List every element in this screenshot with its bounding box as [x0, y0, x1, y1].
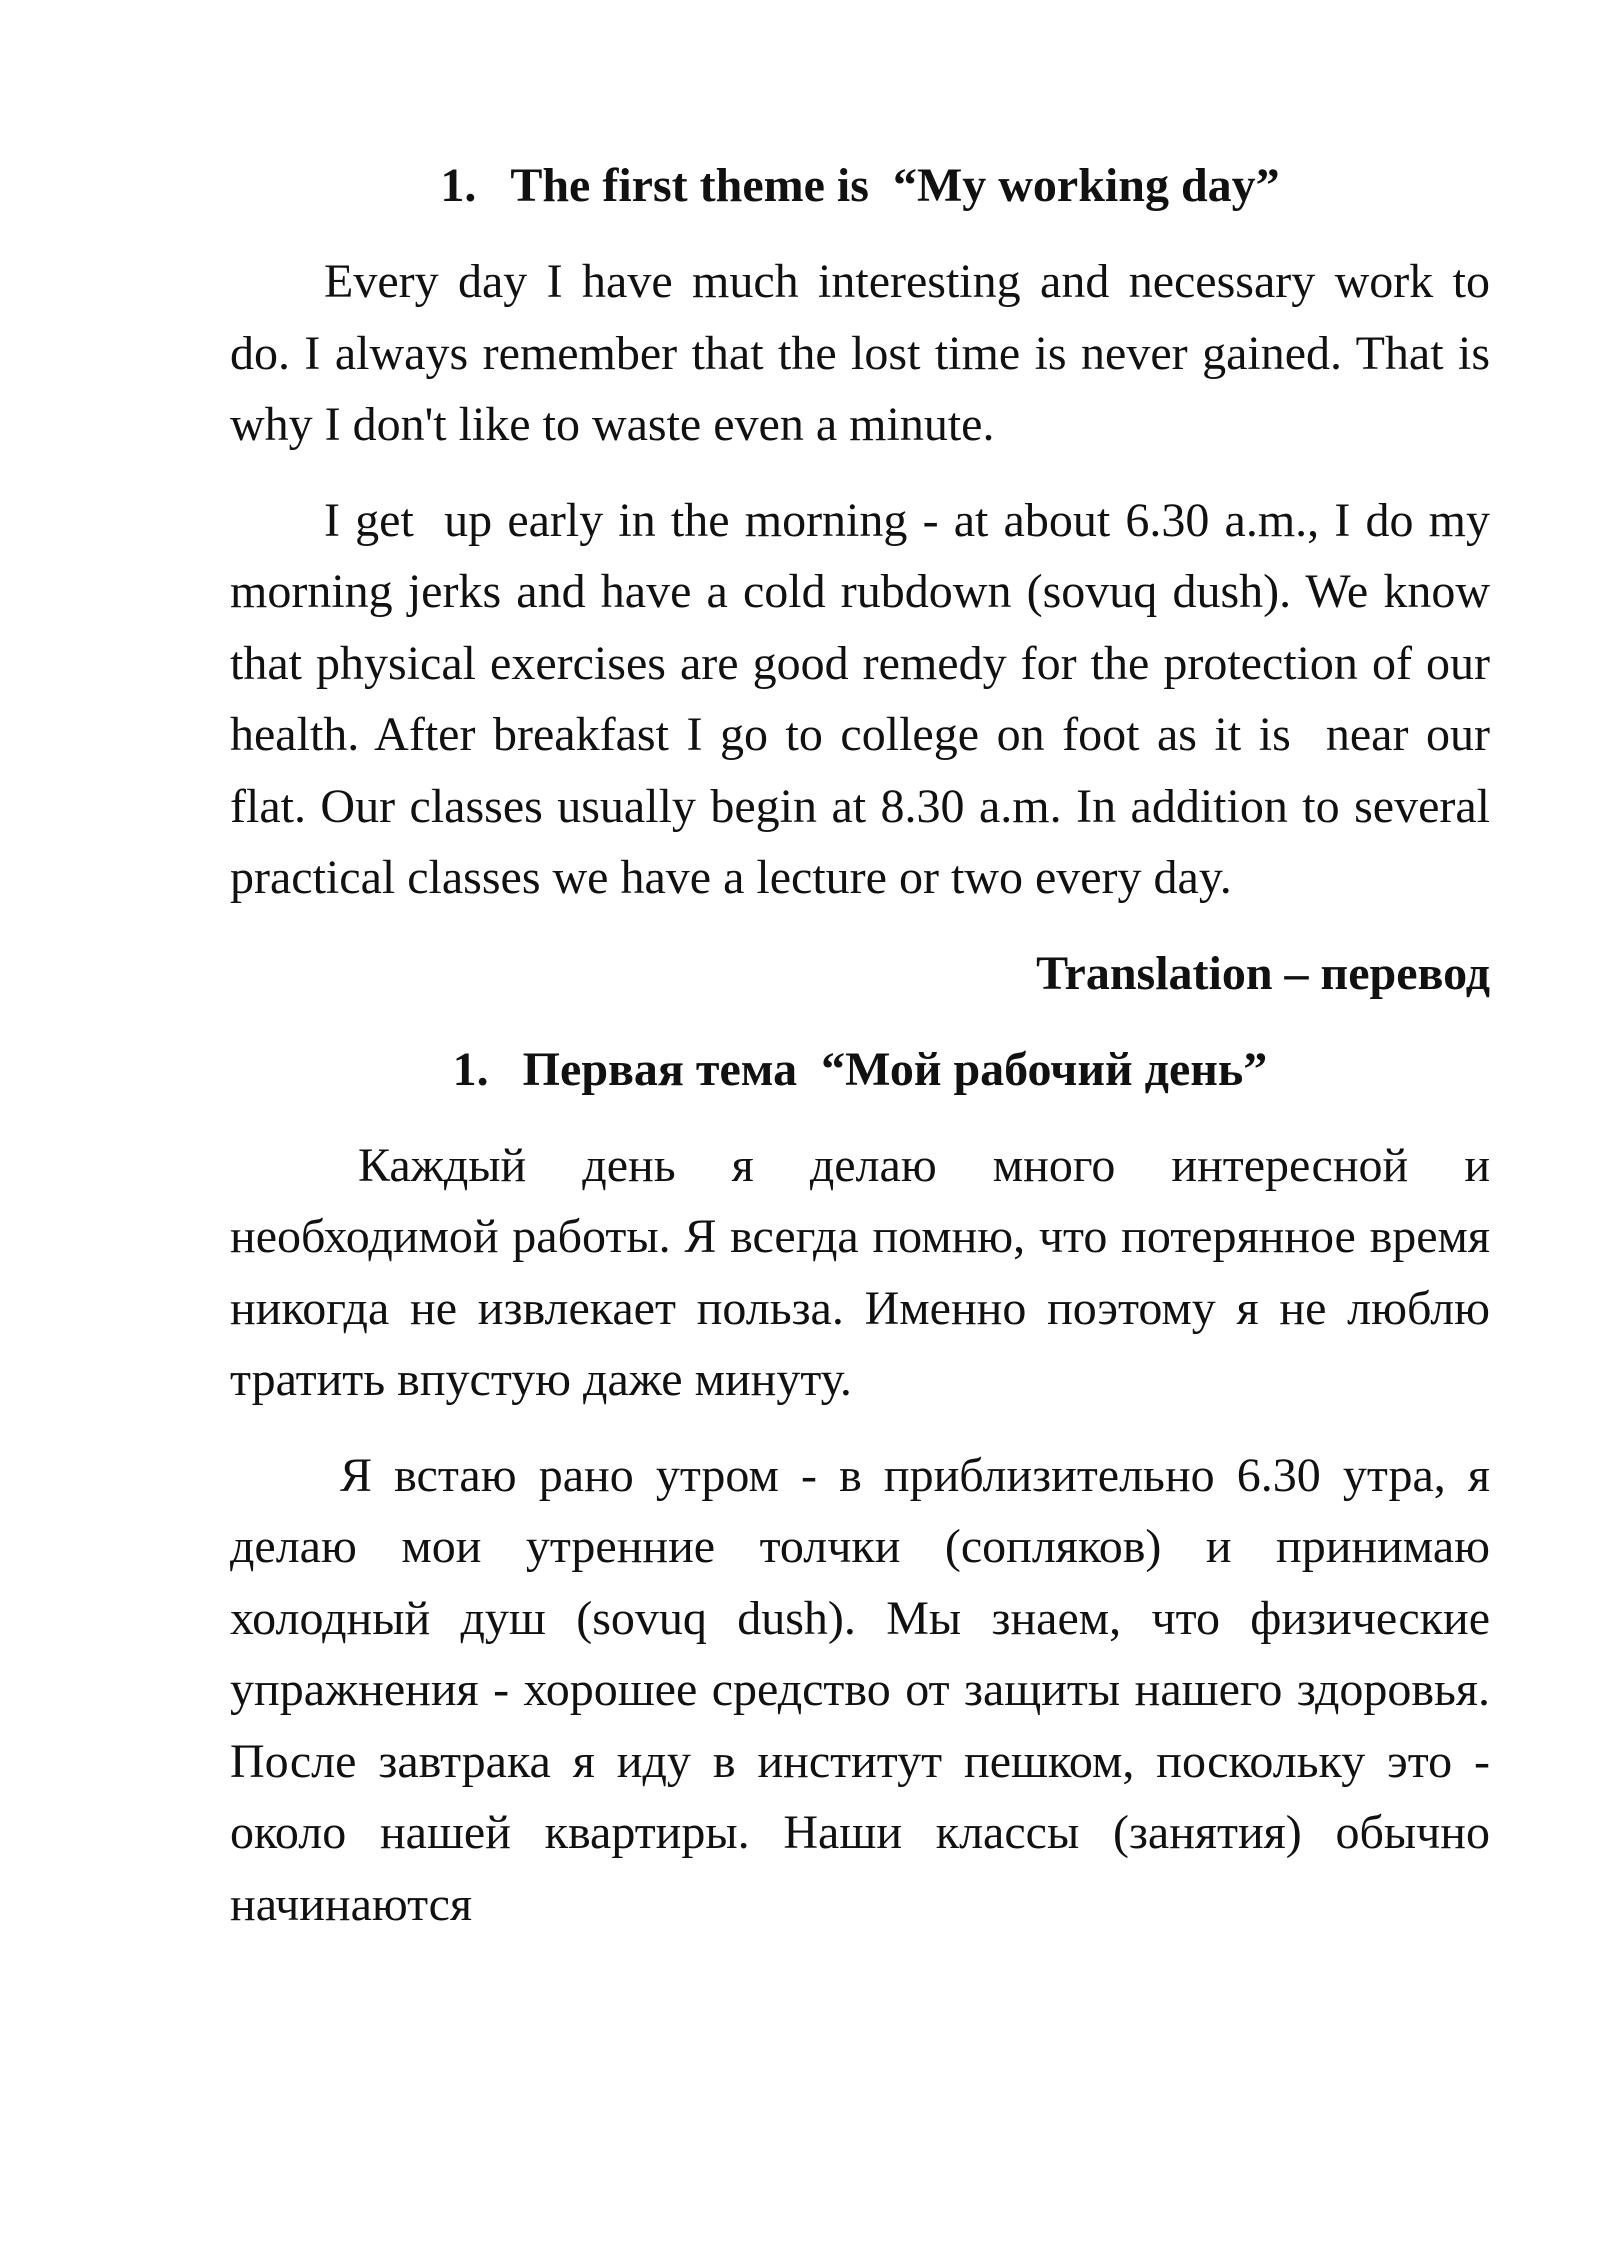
english-paragraph-2: I get up early in the morning - at about 6.30 a.m., I do my morning jerks and have a cold rubdown (sovuq dush). We know that physical exercises are good remedy for the protection of our health. After breakfast I go to college on foot as it is near our flat. Our classes usually begin at 8.30 a.m. In addition to several practical classes we have a lecture or two every day. — [230, 493, 1502, 904]
english-heading-number: 1. — [440, 159, 477, 212]
english-paragraph-1: Every day I have much interesting and necessary work to do. I always remember that the lost time is never gained. That is why I don't like to waste even a minute. — [230, 255, 1490, 451]
english-heading-text: The first theme is “My working day” — [510, 159, 1280, 212]
english-heading — [230, 150, 1490, 222]
document-page — [230, 150, 1502, 1964]
translation-label: Translation – перевод — [1036, 946, 1490, 1000]
russian-paragraph-2: Я встаю рано утром - в приблизительно 6.30 утра, я делаю мои утренние толчки (сопляков) и принимаю холодный душ (sovuq dush). Мы знаем, что физические упражнения - хорошее средство от защиты нашего здоровья. После завтрака я иду в институт пешком, поскольку это - около нашей квартиры. Наши классы (занятия) обычно начинаются — [230, 1448, 1490, 1931]
russian-heading — [230, 1034, 1490, 1106]
russian-heading-text: Первая тема “Мой рабочий день” — [522, 1042, 1268, 1096]
russian-paragraph-1: Каждый день я делаю много интересной и необходимой работы. Я всегда помню, что потерянное время никогда не извлекает польза. Именно поэтому я не люблю тратить впустую даже минуту. — [230, 1138, 1490, 1406]
russian-heading-number: 1. — [452, 1042, 489, 1096]
